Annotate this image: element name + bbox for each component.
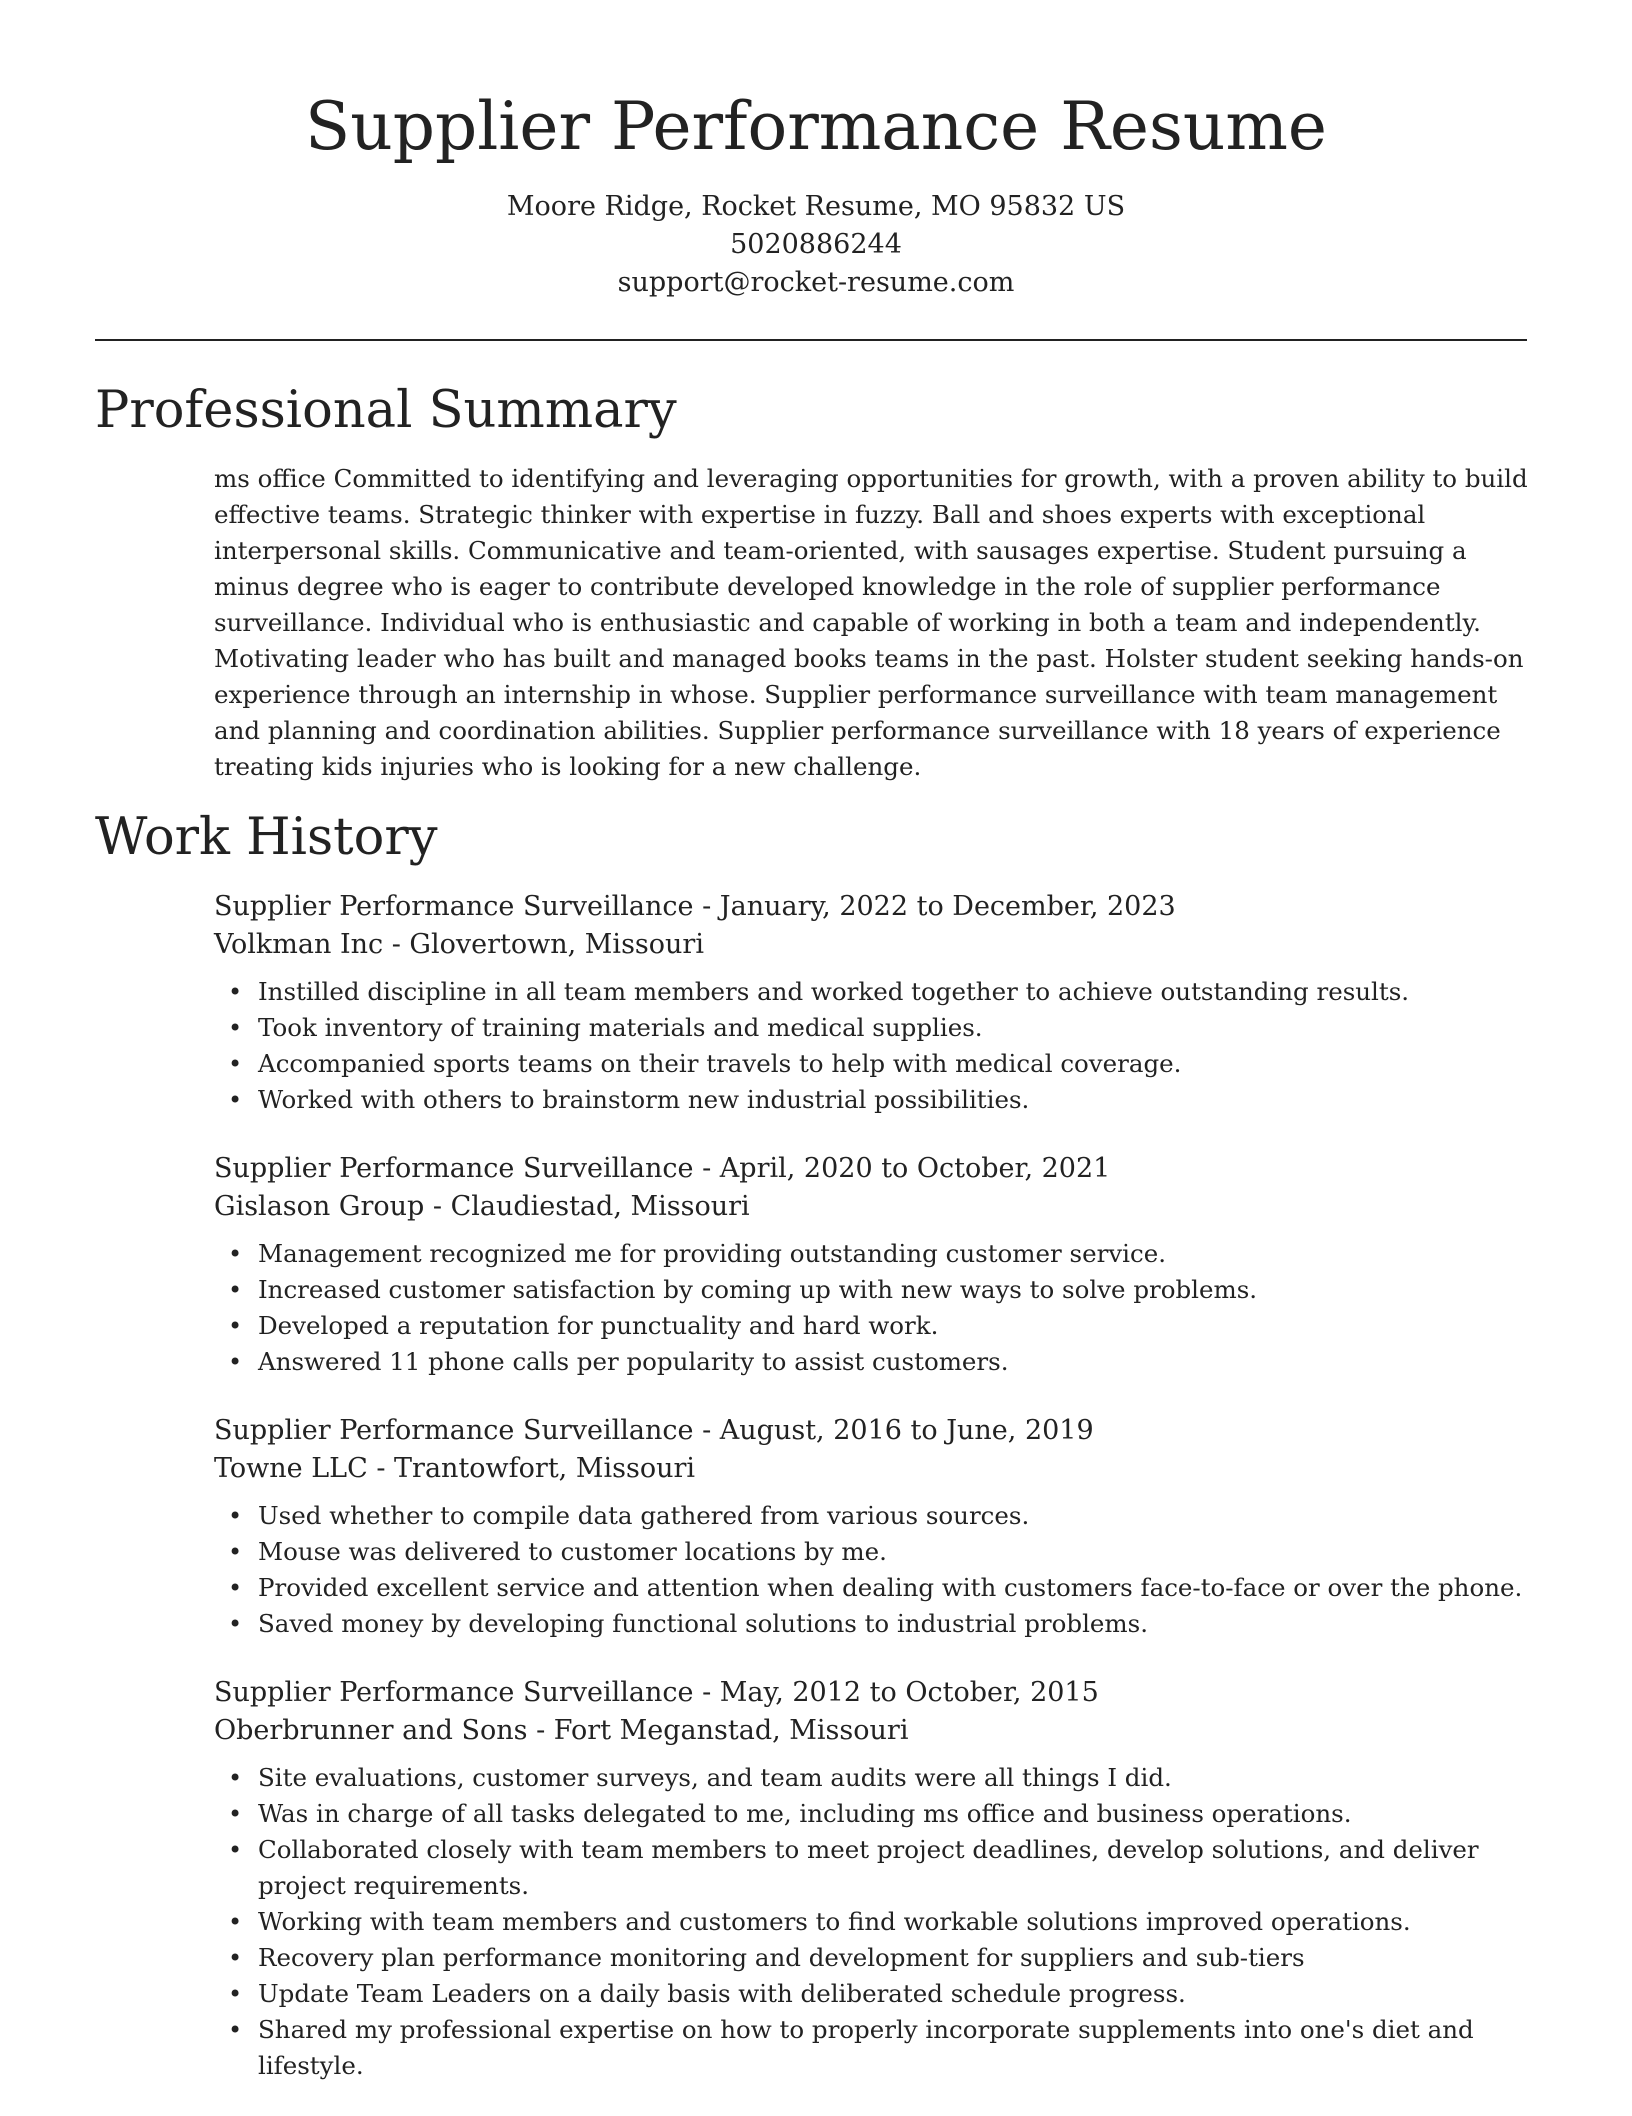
job-bullet-item [228,1236,1534,1272]
job-bullets [214,974,1534,1118]
job-company-separator: - [527,1715,554,1746]
job-title: Supplier Performance Surveillance [214,1677,694,1708]
job-bullet-text: Used whether to compile data gathered from various sources. [258,1501,1030,1530]
job-bullet-item [228,1904,1534,1940]
bullet-icon: • [228,1800,243,1828]
job-bullet-item [228,1796,1534,1832]
contact-address: Moore Ridge, Rocket Resume, MO 95832 US [506,191,1126,222]
job-entry [214,888,1534,1118]
contact-phone: 5020886244 [730,229,902,260]
job-title-line [214,1412,1534,1450]
job-bullet-text: Update Team Leaders on a daily basis with deliberated schedule progress. [258,1979,1186,2008]
bullet-icon: • [228,1086,243,1114]
job-title: Supplier Performance Surveillance [214,1153,694,1184]
job-entry [214,1150,1534,1380]
job-title-separator: - [693,1153,720,1184]
job-title-line [214,1150,1534,1188]
bullet-icon: • [228,1014,243,1042]
job-title-line [214,888,1534,926]
bullet-icon: • [228,1980,243,2008]
job-company-separator: - [367,1453,395,1484]
job-company-line [214,1712,1534,1750]
job-bullet-item [228,1976,1534,2012]
job-bullet-item [228,1940,1534,1976]
job-company-line [214,1188,1534,1226]
job-bullet-text: Developed a reputation for punctuality and hard work. [258,1311,939,1340]
job-company-separator: - [383,929,410,960]
job-location: Fort Meganstad, Missouri [553,1715,909,1746]
summary-heading: Professional Summary [95,381,677,440]
job-bullet-item [228,974,1534,1010]
job-bullet-text: Working with team members and customers to find workable solutions improved operations. [258,1907,1411,1936]
bullet-icon: • [228,1050,243,1078]
job-bullet-text: Recovery plan performance monitoring and development for suppliers and sub-tiers [258,1943,1305,1972]
job-bullet-item [228,2012,1534,2084]
job-bullet-text: Management recognized me for providing outstanding customer service. [258,1239,1167,1268]
job-company: Oberbrunner and Sons [214,1715,528,1746]
work-history-list [214,888,1534,2116]
job-bullet-text: Worked with others to brainstorm new industrial possibilities. [258,1085,1030,1114]
bullet-icon: • [228,1312,243,1340]
job-dates: April, 2020 to October, 2021 [719,1153,1111,1184]
job-company: Volkman Inc [214,929,384,960]
job-title-separator: - [693,891,720,922]
work-history-heading: Work History [95,808,438,867]
bullet-icon: • [228,1836,243,1864]
bullet-icon: • [228,1574,243,1602]
job-location: Trantowfort, Missouri [394,1453,696,1484]
job-title: Supplier Performance Surveillance [214,1415,694,1446]
job-bullet-item [228,1344,1534,1380]
job-bullet-text: Took inventory of training materials and medical supplies. [258,1013,983,1042]
contact-email: support@rocket-resume.com [617,267,1015,298]
job-company: Gislason Group [214,1191,425,1222]
job-bullet-text: Saved money by developing functional solutions to industrial problems. [258,1609,1148,1638]
job-title: Supplier Performance Surveillance [214,891,694,922]
job-company-separator: - [424,1191,451,1222]
bullet-icon: • [228,1502,243,1530]
job-bullet-item [228,1046,1534,1082]
job-bullets [214,1236,1534,1380]
summary-text: ms office Committed to identifying and leveraging opportunities for growth, with a proven ability to build effective teams. Strategic thinker with expertise in fuzzy. Ball and shoes experts with exceptional interpersonal skills. Communicative and team-oriented, with sausages expertise. Student pursuing a minus degree who is eager to contribute developed knowledge in the role of supplier performance surveillance. Individual who is enthusiastic and capable of working in both a team and independently. Motivating leader who has built and managed books teams in the past. Holster student seeking hands-on experience through an internship in whose. Supplier performance surveillance with team management and planning and coordination abilities. Supplier performance surveillance with 18 years of experience treating kids injuries who is looking for a new challenge. [214,464,1528,781]
job-bullet-item [228,1308,1534,1344]
job-bullet-item [228,1606,1534,1642]
job-dates: January, 2022 to December, 2023 [719,891,1176,922]
job-bullet-item [228,1534,1534,1570]
job-bullet-text: Answered 11 phone calls per popularity to assist customers. [258,1347,1009,1376]
job-dates: May, 2012 to October, 2015 [719,1677,1099,1708]
job-title-separator: - [693,1415,720,1446]
job-bullet-item [228,1570,1534,1606]
job-bullet-item [228,1832,1534,1904]
job-title-separator: - [693,1677,720,1708]
job-bullet-text: Increased customer satisfaction by coming up with new ways to solve problems. [258,1275,1258,1304]
job-bullet-text: Collaborated closely with team members to meet project deadlines, develop solutions, and deliver project requirements. [258,1835,1479,1900]
job-company: Towne LLC [214,1453,368,1484]
job-bullet-item [228,1010,1534,1046]
bullet-icon: • [228,1944,243,1972]
bullet-icon: • [228,2016,243,2044]
job-company-line [214,926,1534,964]
job-bullet-text: Accompanied sports teams on their travels to help with medical coverage. [258,1049,1182,1078]
job-location: Glovertown, Missouri [409,929,704,960]
contact-block [0,188,1632,302]
job-bullet-text: Instilled discipline in all team members and worked together to achieve outstanding results. [258,977,1410,1006]
bullet-icon: • [228,978,243,1006]
job-dates: August, 2016 to June, 2019 [719,1415,1094,1446]
job-bullet-item [228,1272,1534,1308]
job-location: Claudiestad, Missouri [450,1191,750,1222]
bullet-icon: • [228,1538,243,1566]
bullet-icon: • [228,1610,243,1638]
job-bullet-item [228,1498,1534,1534]
resume-header [0,0,1632,302]
job-bullet-item [228,1760,1534,1796]
job-company-line [214,1450,1534,1488]
job-bullet-text: Mouse was delivered to customer locations by me. [258,1537,887,1566]
job-entry [214,1674,1534,2084]
job-bullets [214,1760,1534,2084]
job-title-line [214,1674,1534,1712]
job-bullet-text: Was in charge of all tasks delegated to me, including ms office and business operations. [258,1799,1352,1828]
job-bullet-item [228,1082,1534,1118]
bullet-icon: • [228,1240,243,1268]
job-bullet-text: Provided excellent service and attention when dealing with customers face-to-face or over the phone. [258,1573,1523,1602]
header-divider [95,339,1527,341]
bullet-icon: • [228,1764,243,1792]
bullet-icon: • [228,1348,243,1376]
bullet-icon: • [228,1276,243,1304]
job-entry [214,1412,1534,1642]
job-bullet-text: Site evaluations, customer surveys, and team audits were all things I did. [258,1763,1172,1792]
bullet-icon: • [228,1908,243,1936]
resume-title: Supplier Performance Resume [304,88,1327,165]
job-bullet-text: Shared my professional expertise on how to properly incorporate supplements into one's diet and lifestyle. [258,2015,1474,2080]
job-bullets [214,1498,1534,1642]
